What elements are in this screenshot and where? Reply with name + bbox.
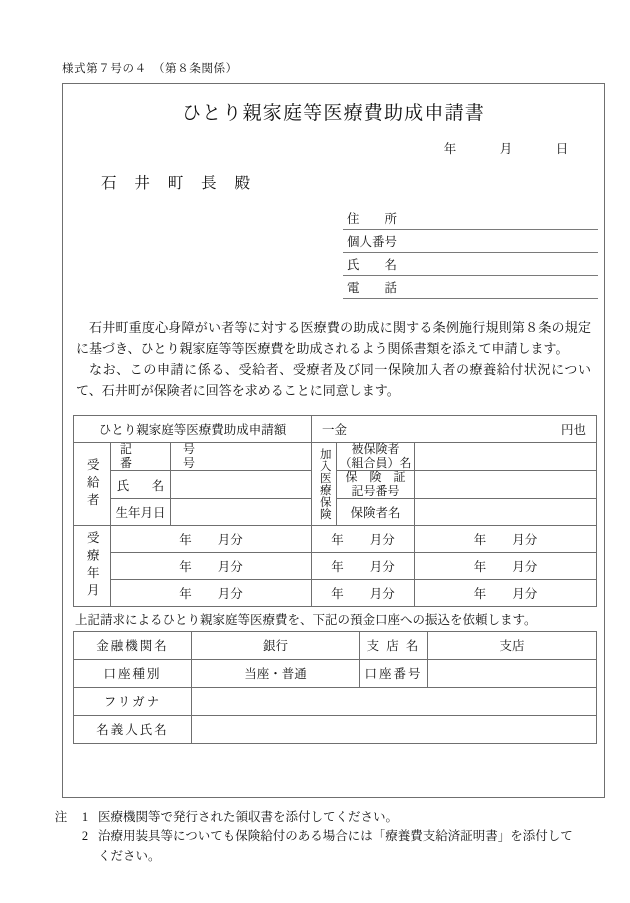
amount-label-cell <box>74 416 312 443</box>
amount-prefix: 一金 <box>322 423 348 438</box>
footnotes <box>50 808 620 866</box>
treatment-month-label-r3c2: 月分 <box>369 586 395 601</box>
insurance-label-insured-name <box>337 443 415 471</box>
treatment-month-label-r2c2: 月分 <box>369 559 395 574</box>
insurance-label-insured-line2: （組合員）名 <box>339 455 412 470</box>
treatment-year-label-r3c1: 年 <box>179 586 192 601</box>
table-row-recipient-1 <box>74 443 597 471</box>
recipient-label-name-text: 氏 名 <box>116 478 170 493</box>
treatment-cell-r2c3[interactable] <box>415 552 597 579</box>
treatment-year-label-r3c3: 年 <box>473 586 487 601</box>
treatment-cell-r3c3[interactable] <box>415 579 597 606</box>
treatment-year-label-r2c2: 年 <box>331 559 344 574</box>
transfer-note: 上記請求によるひとり親家庭等医療費を、下記の預金口座への振込を依頼します。 <box>75 612 537 627</box>
insurance-label-insurer-name <box>337 498 415 525</box>
main-table <box>73 415 597 607</box>
insurance-label-card-line1: 保 険 証 <box>345 470 406 485</box>
treatment-month-label-r3c1: 月分 <box>217 586 243 601</box>
bank-input-institution[interactable] <box>192 631 360 659</box>
insurance-label-card-number <box>337 471 415 499</box>
date-day-label: 日 <box>555 142 569 156</box>
recipient-label-birthdate <box>111 498 171 525</box>
date-line <box>73 139 594 157</box>
recipient-vertical-label-cell <box>74 443 111 526</box>
treatment-year-label-r3c2: 年 <box>331 586 344 601</box>
applicant-block <box>343 207 598 299</box>
applicant-row-address <box>343 207 598 230</box>
treatment-vertical-label: 受療年月 <box>85 530 100 601</box>
recipient-label-birthdate-text: 生年月日 <box>115 505 166 520</box>
treatment-month-label-r1c2: 月分 <box>369 532 395 547</box>
treatment-cell-r2c2[interactable] <box>312 552 415 579</box>
treatment-year-label-r1c2: 年 <box>331 532 344 547</box>
bank-label-branch <box>360 631 428 659</box>
applicant-row-phone <box>343 276 598 299</box>
date-year-label: 年 <box>443 142 457 156</box>
footnote-marker: 注 <box>54 810 68 824</box>
addressee-line: 石 井 町 長 殿 <box>101 175 258 192</box>
amount-value-cell[interactable] <box>312 416 597 443</box>
bank-label-furigana <box>74 687 192 715</box>
treatment-cell-r3c1[interactable] <box>111 579 312 606</box>
insurance-label-insured-line1: 被保険者 <box>351 442 400 457</box>
table-row-treatment-1 <box>74 525 597 552</box>
form-code: 様式第７号の４ （第８条関係） <box>62 63 238 75</box>
treatment-cell-r1c1[interactable] <box>111 525 312 552</box>
treatment-year-label-r2c3: 年 <box>473 559 487 574</box>
recipient-label-symbol-number <box>111 442 205 471</box>
bank-suffix-institution: 銀行 <box>262 639 288 654</box>
bank-label-account-number-text: 口座番号 <box>364 667 423 682</box>
bank-input-branch[interactable] <box>428 631 597 659</box>
treatment-cell-r1c3[interactable] <box>415 525 597 552</box>
footnote-text-1: 医療機関等で発行された領収書を添付してください。 <box>98 810 399 824</box>
insurance-label-insurer-text: 保険者名 <box>350 505 401 520</box>
treatment-year-label-r1c3: 年 <box>473 532 487 547</box>
body-paragraph-1: 石井町重度心身障がい者等に対する医療費の助成に関する条例施行規則第８条の規定に基づき、ひとり親家庭等等医療費を助成されるよう関係書類を添えて申請します。 <box>76 320 591 357</box>
bank-label-holder <box>74 715 192 743</box>
recipient-vertical-label: 受給者 <box>85 457 100 511</box>
recipient-label-symbol: 記 号 <box>120 442 205 457</box>
bank-input-account-number[interactable] <box>428 659 597 687</box>
insurance-input-card-number[interactable] <box>415 471 597 499</box>
insurance-label-card-line2: 記号番号 <box>351 483 400 498</box>
bank-label-account-type <box>74 659 192 687</box>
treatment-cell-r2c1[interactable] <box>111 552 312 579</box>
applicant-label-name: 氏 名 <box>347 258 398 272</box>
footnote-text-2-continuation: ください。 <box>98 848 161 863</box>
footnote-item-1 <box>50 808 620 827</box>
bank-label-institution-text: 金融機関名 <box>96 639 169 654</box>
amount-suffix: 円也 <box>561 423 587 438</box>
body-paragraph-2: なお、この申請に係る、受給者、受療者及び同一保険加入者の療養給付状況について、石井町が保険者に回答を求めることに同意します。 <box>76 362 591 399</box>
amount-label: ひとり親家庭等医療費助成申請額 <box>98 423 287 438</box>
table-row-treatment-2 <box>74 552 597 579</box>
applicant-label-phone: 電 話 <box>347 281 398 295</box>
recipient-label-number: 番 号 <box>120 455 205 470</box>
bank-input-account-type[interactable]: 当座・普通 <box>192 659 360 687</box>
bank-table <box>73 631 597 744</box>
treatment-year-label-r2c1: 年 <box>179 559 192 574</box>
bank-input-holder[interactable] <box>192 715 597 743</box>
treatment-month-label-r2c1: 月分 <box>217 559 243 574</box>
applicant-label-mynumber: 個人番号 <box>347 235 398 249</box>
insurance-vertical-label-cell <box>312 443 337 526</box>
bank-row-institution <box>74 631 597 659</box>
treatment-cell-r3c2[interactable] <box>312 579 415 606</box>
applicant-row-name <box>343 253 598 276</box>
insurance-input-insured-name[interactable] <box>415 443 597 471</box>
treatment-month-label-r2c3: 月分 <box>512 559 538 574</box>
footnote-text-2: 治療用装具等についても保険給付のある場合には「療養費支給済証明書」を添付して <box>98 829 573 844</box>
treatment-month-label-r3c3: 月分 <box>512 586 538 601</box>
form-inner <box>63 84 604 797</box>
bank-row-furigana <box>74 687 597 715</box>
bank-label-account-type-text: 口座種別 <box>103 667 162 682</box>
recipient-input-name[interactable] <box>171 471 312 499</box>
date-month-label: 月 <box>499 142 513 156</box>
treatment-vertical-label-cell <box>74 525 111 606</box>
treatment-month-label-r1c1: 月分 <box>217 532 243 547</box>
applicant-label-address: 住 所 <box>347 212 398 226</box>
bank-label-holder-text: 名義人氏名 <box>96 723 169 738</box>
page-title: ひとり親家庭等医療費助成申請書 <box>181 103 485 124</box>
bank-row-account-type <box>74 659 597 687</box>
body-text <box>73 317 594 401</box>
treatment-cell-r1c2[interactable] <box>312 525 415 552</box>
footnote-number-1: 1 <box>81 810 89 824</box>
footnote-number-2: 2 <box>81 829 89 844</box>
treatment-year-label-r1c1: 年 <box>179 532 192 547</box>
insurance-vertical-label: 加入医療保険 <box>318 448 331 521</box>
insurance-input-insurer-name[interactable] <box>415 498 597 525</box>
recipient-input-birthdate[interactable] <box>171 498 312 525</box>
bank-suffix-branch: 支店 <box>499 639 525 654</box>
bank-input-furigana[interactable] <box>192 687 597 715</box>
bank-label-furigana-text: フリガナ <box>103 695 162 710</box>
recipient-label-name <box>111 471 171 499</box>
bank-row-holder <box>74 715 597 743</box>
footnote-item-2 <box>50 827 620 846</box>
form-sheet <box>62 83 605 798</box>
treatment-month-label-r1c3: 月分 <box>512 532 538 547</box>
bank-label-branch-text: 支 店 名 <box>366 639 421 654</box>
applicant-row-mynumber <box>343 230 598 253</box>
bank-label-institution <box>74 631 192 659</box>
table-row-treatment-3 <box>74 579 597 606</box>
bank-label-account-number <box>360 659 428 687</box>
table-row-amount <box>74 416 597 443</box>
